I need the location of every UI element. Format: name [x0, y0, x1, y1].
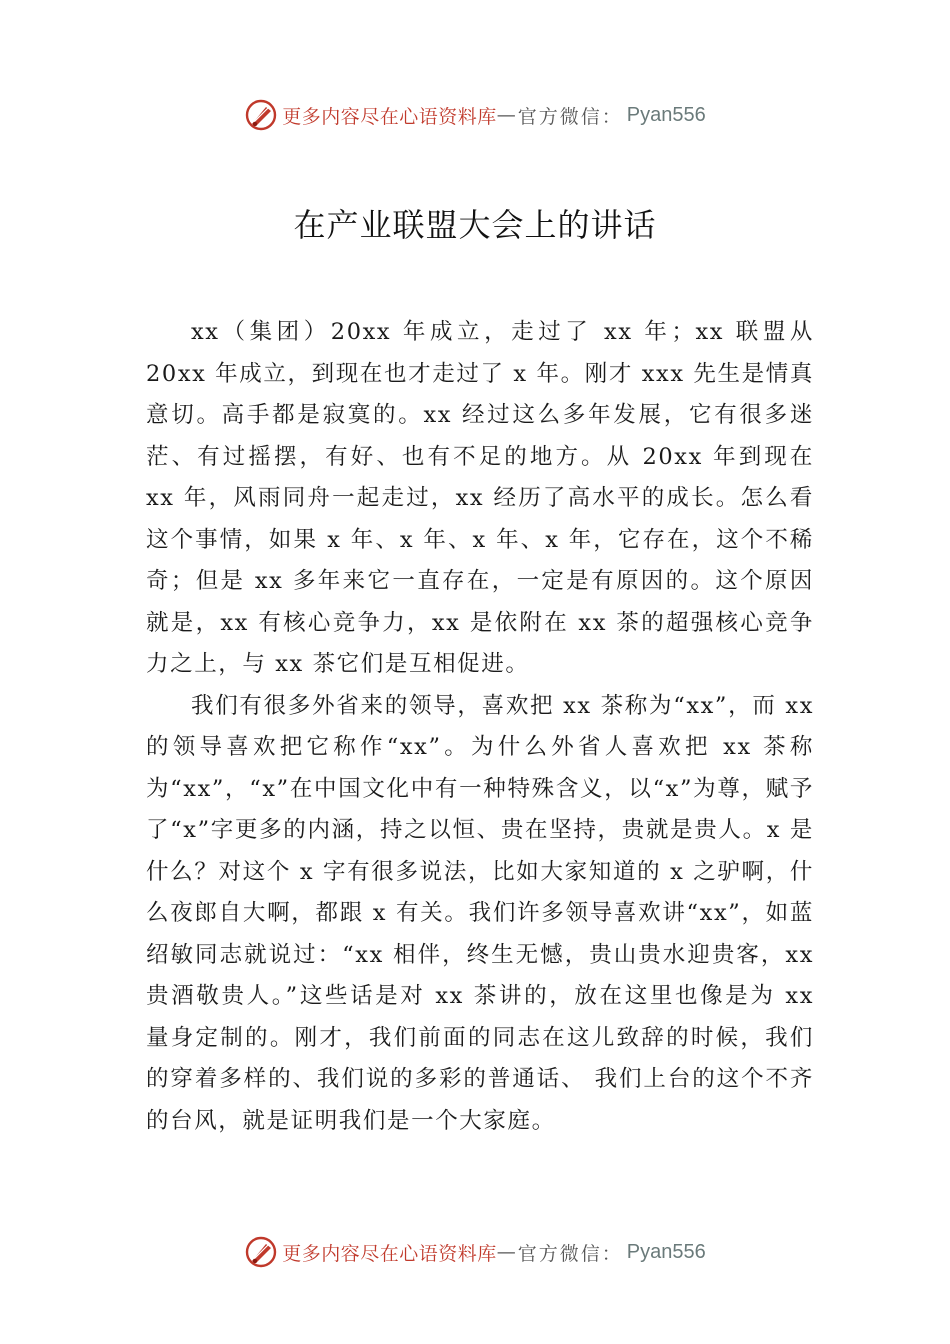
header-banner-dash: —: [496, 104, 518, 126]
footer-banner: [0, 1232, 950, 1272]
paragraph-2: 我们有很多外省来的领导，喜欢把 xx 茶称为“xx”，而 xx 的领导喜欢把它称作“xx”。为什么外省人喜欢把 xx 茶称为“xx”，“x”在中国文化中有一种特殊含义，以“x”为尊，赋予了“x”字更多的内涵，持之以恒、贵在坚持，贵就是贵人。x 是什么？对这个 x 字有很多说法，比如大家知道的 x 之驴啊，什么夜郎自大啊，都跟 x 有关。我们许多领导喜欢讲“xx”，如蓝绍敏同志就说过：“xx 相伴，终生无憾，贵山贵水迎贵客，xx 贵酒敬贵人。”这些话是对 xx 茶讲的，放在这里也像是为 xx 量身定制的。刚才，我们前面的同志在这儿致辞的时候，我们的穿着多样的、我们说的多彩的普通话、 我们上台的这个不齐的台风，就是证明我们是一个大家庭。: [146, 692, 814, 1134]
header-banner-wechat: Pyan556: [626, 103, 706, 126]
header-banner-text: 更多内容尽在心语资料库: [282, 105, 497, 128]
footer-banner-wechat: Pyan556: [626, 1240, 706, 1263]
pen-nib-logo-icon: [244, 98, 278, 132]
document-body: [146, 312, 814, 1142]
paragraph-1: xx（集团）20xx 年成立，走过了 xx 年；xx 联盟从 20xx 年成立，到现在也才走过了 x 年。刚才 xxx 先生是情真意切。高手都是寂寞的。xx 经过这么多年发展，它有很多迷茫、有过摇摆，有好、也有不足的地方。从 20xx 年到现在 xx 年，风雨同舟一起走过，xx 经历了高水平的成长。怎么看这个事情，如果 x 年、x 年、x 年、x 年，它存在，这个不稀奇；但是 xx 多年来它一直存在，一定是有原因的。这个原因就是，xx 有核心竞争力，xx 是依附在 xx 茶的超强核心竞争力之上，与 xx 茶它们是互相促进。: [146, 319, 814, 677]
header-banner-label: 官方微信：: [517, 105, 623, 128]
document-title: 在产业联盟大会上的讲话: [293, 206, 657, 244]
pen-nib-logo-icon: [244, 1235, 278, 1269]
footer-banner-label: 官方微信：: [517, 1242, 623, 1265]
header-banner: [0, 95, 950, 135]
footer-banner-dash: —: [496, 1241, 518, 1263]
footer-banner-text: 更多内容尽在心语资料库: [282, 1242, 497, 1265]
